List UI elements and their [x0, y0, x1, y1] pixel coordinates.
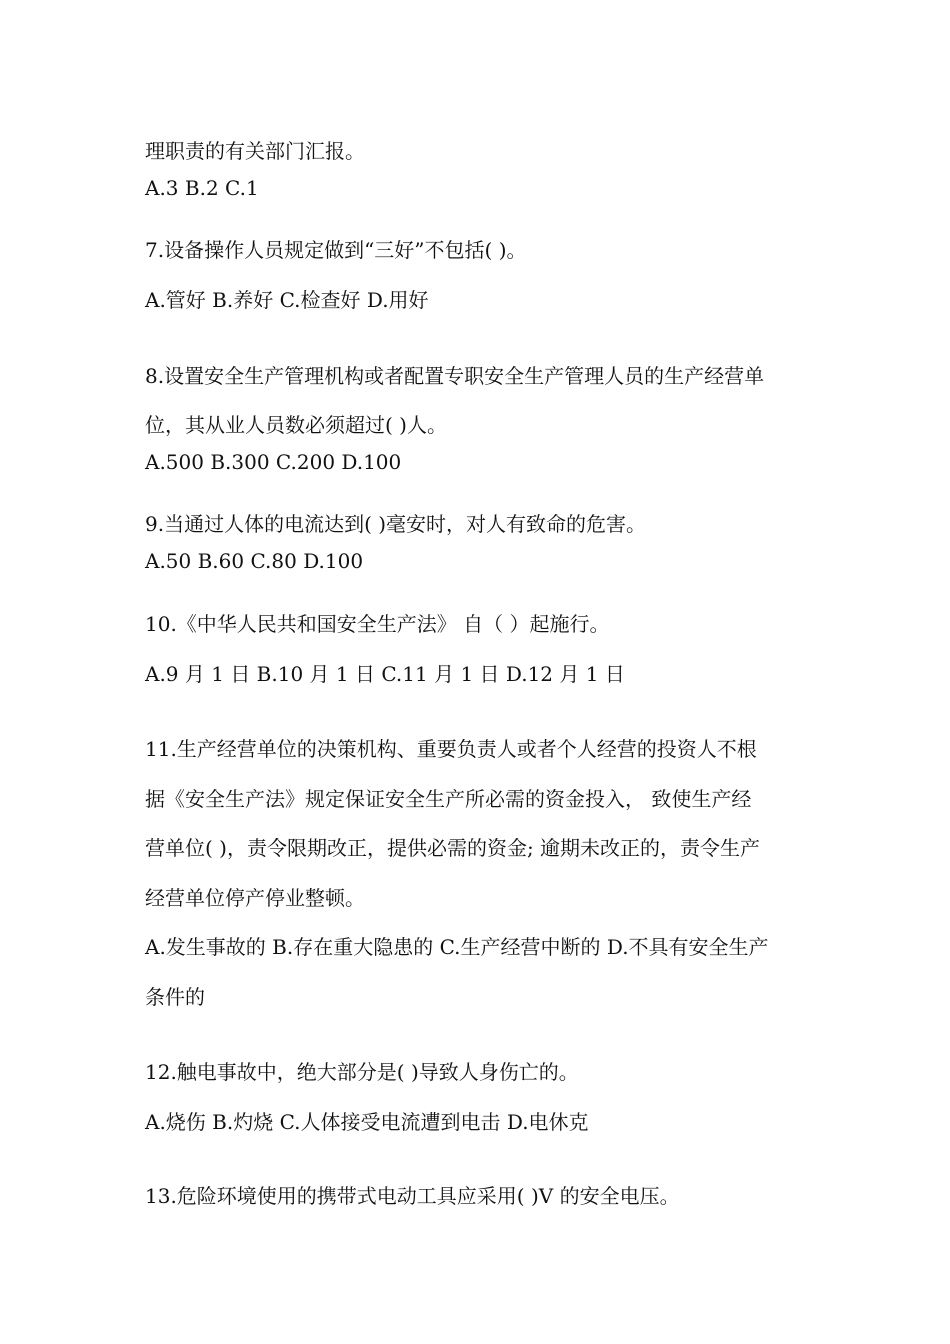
question-11-line-1: 11.生产经营单位的决策机构、重要负责人或者个人经营的投资人不根 — [145, 737, 757, 761]
question-11-line-2: 据《安全生产法》规定保证安全生产所必需的资金投入， 致使生产经 — [145, 787, 752, 811]
options-line-q9: A.50 B.60 C.80 D.100 — [145, 549, 364, 573]
question-8-line-1: 8.设置安全生产管理机构或者配置专职安全生产管理人员的生产经营单 — [145, 364, 765, 388]
options-line-q10: A.9 月 1 日 B.10 月 1 日 C.11 月 1 日 D.12 月 1 日 — [145, 662, 625, 686]
question-11-line-4: 经营单位停产停业整顿。 — [145, 886, 365, 910]
options-line-q6: A.3 B.2 C.1 — [145, 176, 259, 200]
question-10: 10.《中华人民共和国安全生产法》 自（ ）起施行。 — [145, 612, 610, 636]
options-line-q12: A.烧伤 B.灼烧 C.人体接受电流遭到电击 D.电休克 — [145, 1110, 589, 1134]
question-9: 9.当通过人体的电流达到( )毫安时，对人有致命的危害。 — [145, 512, 647, 536]
question-12: 12.触电事故中，绝大部分是( )导致人身伤亡的。 — [145, 1060, 579, 1084]
question-8-line-2: 位，其从业人员数必须超过( )人。 — [145, 413, 447, 437]
question-11-line-3: 营单位( )，责令限期改正，提供必需的资金; 逾期未改正的，责令生产 — [145, 836, 761, 860]
text-line-continuation: 理职责的有关部门汇报。 — [145, 139, 365, 163]
options-line-q8: A.500 B.300 C.200 D.100 — [145, 450, 402, 474]
question-7: 7.设备操作人员规定做到“三好”不包括( )。 — [145, 238, 527, 262]
options-line-q11-1: A.发生事故的 B.存在重大隐患的 C.生产经营中断的 D.不具有安全生产 — [145, 935, 769, 959]
question-13: 13.危险环境使用的携带式电动工具应采用( )V 的安全电压。 — [145, 1184, 680, 1208]
options-line-q11-2: 条件的 — [145, 985, 205, 1009]
options-line-q7: A.管好 B.养好 C.检查好 D.用好 — [145, 288, 429, 312]
